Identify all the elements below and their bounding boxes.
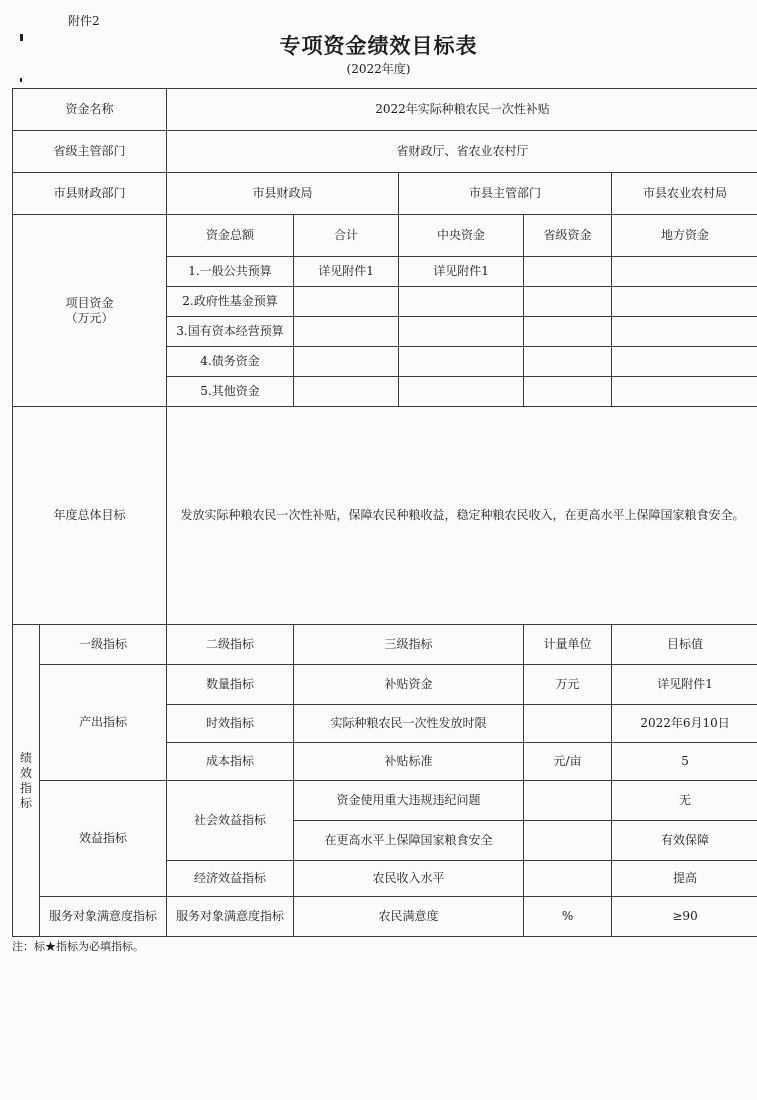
- performance-target-table: [12, 88, 757, 937]
- city-fin-label: 市县财政部门: [13, 173, 167, 215]
- fund-item-provincial: [524, 347, 612, 377]
- perf-label-line1: 绩效: [19, 750, 32, 780]
- perf-header-level3: 三级指标: [294, 625, 524, 665]
- perf-row: [13, 665, 757, 705]
- fund-item-name: 5.其他资金: [167, 377, 294, 407]
- perf-level3: 在更高水平上保障国家粮食安全: [294, 821, 524, 861]
- fund-item-name: 4.债务资金: [167, 347, 294, 377]
- fund-item-name: 1.一般公共预算: [167, 257, 294, 287]
- footnote: 注：标★指标为必填指标。: [12, 940, 144, 953]
- perf-level3: 补贴标准: [294, 743, 524, 781]
- fund-item-central: [399, 347, 524, 377]
- perf-label-line2: 指标: [19, 780, 32, 810]
- attachment-label: 附件2: [68, 14, 100, 28]
- fund-name-row: [13, 89, 757, 131]
- annual-goal-label: 年度总体目标: [13, 407, 167, 625]
- perf-target: 无: [612, 781, 757, 821]
- fund-item-provincial: [524, 377, 612, 407]
- fund-name-value: 2022年实际种粮农民一次性补贴: [167, 89, 757, 131]
- annual-goal-row: [13, 407, 757, 625]
- fund-item-local: [612, 347, 757, 377]
- prov-dept-row: [13, 131, 757, 173]
- fund-item-total: 详见附件1: [294, 257, 399, 287]
- perf-level3: 资金使用重大违规违纪问题: [294, 781, 524, 821]
- fund-item-name: 2.政府性基金预算: [167, 287, 294, 317]
- perf-level3: 农民满意度: [294, 897, 524, 937]
- city-dept-label: 市县主管部门: [399, 173, 612, 215]
- fund-item-total: [294, 317, 399, 347]
- perf-target: 提高: [612, 861, 757, 897]
- fund-name-label: 资金名称: [13, 89, 167, 131]
- fund-item-name: 3.国有资本经营预算: [167, 317, 294, 347]
- perf-level2: 时效指标: [167, 705, 294, 743]
- prov-dept-label: 省级主管部门: [13, 131, 167, 173]
- perf-unit: 万元: [524, 665, 612, 705]
- perf-target: 有效保障: [612, 821, 757, 861]
- city-fin-value: 市县财政局: [167, 173, 399, 215]
- funds-header-provincial: 省级资金: [524, 215, 612, 257]
- fund-item-local: [612, 317, 757, 347]
- project-funds-label-line2: （万元）: [65, 310, 114, 325]
- perf-level3: 农民收入水平: [294, 861, 524, 897]
- fund-item-provincial: [524, 317, 612, 347]
- perf-header-unit: 计量单位: [524, 625, 612, 665]
- perf-header-level2: 二级指标: [167, 625, 294, 665]
- perf-level2: 经济效益指标: [167, 861, 294, 897]
- perf-header-target: 目标值: [612, 625, 757, 665]
- fund-item-central: 详见附件1: [399, 257, 524, 287]
- page-title: 专项资金绩效目标表: [279, 33, 478, 58]
- project-funds-label-line1: 项目资金: [65, 295, 114, 310]
- fund-item-total: [294, 377, 399, 407]
- page-year: (2022年度): [346, 62, 411, 76]
- funds-header-total-amount: 资金总额: [167, 215, 294, 257]
- fund-item-local: [612, 377, 757, 407]
- perf-header-row: [13, 625, 757, 665]
- fund-item-provincial: [524, 257, 612, 287]
- annual-goal-text: 发放实际种粮农民一次性补贴，保障农民种粮收益，稳定种粮农民收入，在更高水平上保障国家粮食安全。: [167, 407, 757, 625]
- perf-target: 5: [612, 743, 757, 781]
- project-funds-label: [13, 215, 167, 407]
- perf-label: [13, 625, 40, 937]
- funds-header-row: [13, 215, 757, 257]
- fund-item-central: [399, 317, 524, 347]
- perf-target: 详见附件1: [612, 665, 757, 705]
- perf-row: [13, 781, 757, 821]
- perf-level2: 成本指标: [167, 743, 294, 781]
- perf-header-level1: 一级指标: [40, 625, 167, 665]
- fund-item-local: [612, 287, 757, 317]
- perf-level2: 数量指标: [167, 665, 294, 705]
- funds-header-local: 地方资金: [612, 215, 757, 257]
- perf-unit: [524, 821, 612, 861]
- perf-target: ≥90: [612, 897, 757, 937]
- perf-unit: [524, 705, 612, 743]
- perf-level3: 实际种粮农民一次性发放时限: [294, 705, 524, 743]
- perf-row: [13, 897, 757, 937]
- funds-header-central: 中央资金: [399, 215, 524, 257]
- city-dept-value: 市县农业农村局: [612, 173, 757, 215]
- fund-item-central: [399, 287, 524, 317]
- city-dept-row: [13, 173, 757, 215]
- service-indicator-label: 服务对象满意度指标: [40, 897, 167, 937]
- perf-unit: [524, 861, 612, 897]
- prov-dept-value: 省财政厅、省农业农村厅: [167, 131, 757, 173]
- output-indicator-label: 产出指标: [40, 665, 167, 781]
- perf-level2: 社会效益指标: [167, 781, 294, 861]
- perf-level2: 服务对象满意度指标: [167, 897, 294, 937]
- scan-mark: [20, 78, 22, 82]
- fund-item-provincial: [524, 287, 612, 317]
- funds-header-sum: 合计: [294, 215, 399, 257]
- fund-item-total: [294, 347, 399, 377]
- perf-unit: [524, 781, 612, 821]
- perf-target: 2022年6月10日: [612, 705, 757, 743]
- fund-item-central: [399, 377, 524, 407]
- fund-item-total: [294, 287, 399, 317]
- fund-item-local: [612, 257, 757, 287]
- perf-unit: 元/亩: [524, 743, 612, 781]
- benefit-indicator-label: 效益指标: [40, 781, 167, 897]
- perf-unit: %: [524, 897, 612, 937]
- perf-level3: 补贴资金: [294, 665, 524, 705]
